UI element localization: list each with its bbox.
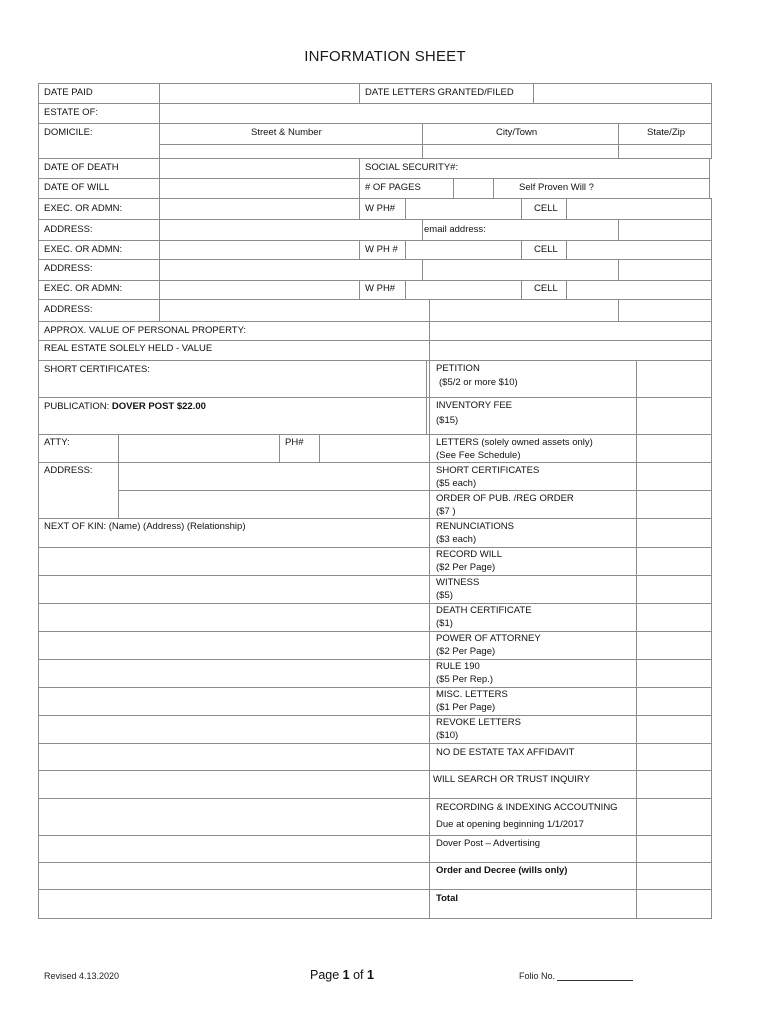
date-paid-label: DATE PAID (44, 87, 93, 98)
page-total: 1 (367, 968, 374, 982)
approx-value-label: APPROX. VALUE OF PERSONAL PROPERTY: (44, 325, 247, 336)
next-of-kin-row[interactable] (38, 889, 430, 919)
fee-row-total (429, 889, 637, 919)
fee-amount-petition[interactable] (636, 360, 712, 398)
rule-sub: ($5 Per Rep.) (436, 674, 494, 685)
wph3-field[interactable] (405, 280, 522, 300)
poa-sub: ($2 Per Page) (436, 646, 496, 657)
page-of: of (349, 968, 367, 982)
short-certs-fee-label: SHORT CERTIFICATES (436, 465, 540, 476)
real-estate-label: REAL ESTATE SOLELY HELD - VALUE (44, 343, 213, 354)
next-of-kin-row[interactable] (38, 835, 430, 863)
address3-extra[interactable] (618, 299, 712, 322)
wph1-field[interactable] (405, 198, 522, 220)
next-of-kin-row[interactable] (38, 715, 430, 744)
order-sub: ($7 ) (436, 506, 456, 517)
address2-city[interactable] (422, 259, 619, 281)
witness-label: WITNESS (436, 577, 480, 588)
ph-field[interactable] (319, 434, 430, 463)
page-number (310, 968, 374, 982)
fee-amount-inventory[interactable] (636, 397, 712, 435)
cell3-field[interactable] (566, 280, 712, 300)
address3-city[interactable] (429, 299, 619, 322)
total-label (436, 893, 458, 905)
short-certs-fee-sub: ($5 each) (436, 478, 477, 489)
petition-label: PETITION (436, 363, 480, 374)
date-letters-label: DATE LETTERS GRANTED/FILED (365, 87, 514, 98)
short-certs-label: SHORT CERTIFICATES: (44, 364, 150, 375)
address2-field[interactable] (159, 259, 423, 281)
next-of-kin-row[interactable] (38, 659, 430, 688)
fee-amount-poa[interactable] (636, 631, 712, 660)
address-atty-field-1[interactable] (118, 462, 430, 491)
fee-amount-witness[interactable] (636, 575, 712, 604)
address1-field[interactable] (159, 219, 423, 241)
exec1-field[interactable] (159, 198, 360, 220)
rule-label: RULE 190 (436, 661, 480, 672)
page-num: 1 (342, 968, 350, 982)
death-label: DEATH CERTIFICATE (436, 605, 532, 616)
misc-label: MISC. LETTERS (436, 689, 508, 700)
inventory-sub: ($15) (436, 415, 459, 426)
renun-label: RENUNCIATIONS (436, 521, 514, 532)
domicile-city-sub[interactable] (422, 144, 619, 159)
fee-amount-will-search[interactable] (636, 770, 712, 799)
renun-sub: ($3 each) (436, 534, 477, 545)
fee-amount-misc[interactable] (636, 687, 712, 716)
recording-label: RECORDING & INDEXING ACCOUTNING (436, 802, 618, 813)
wph2-field[interactable] (405, 240, 522, 260)
fee-amount-total[interactable] (636, 889, 712, 919)
wph3-label: W PH# (365, 283, 396, 294)
next-of-kin-row[interactable] (38, 798, 430, 836)
order-label: ORDER OF PUB. /REG ORDER (436, 493, 574, 504)
folio-label: Folio No. (519, 971, 556, 981)
street-label: Street & Number (251, 127, 322, 138)
cell1-label: CELL (534, 203, 558, 214)
fee-amount-letters[interactable] (636, 434, 712, 463)
node-label: NO DE ESTATE TAX AFFIDAVIT (436, 747, 575, 758)
state-label: State/Zip (647, 127, 686, 138)
next-of-kin-row[interactable] (38, 575, 430, 604)
self-proven-label: Self Proven Will ? (519, 182, 594, 193)
next-of-kin-row[interactable] (38, 770, 430, 799)
order-decree-text: Order and Decree (wills only) (436, 865, 568, 876)
page-prefix: Page (310, 968, 343, 982)
fee-amount-order[interactable] (636, 490, 712, 519)
fee-amount-rule[interactable] (636, 659, 712, 688)
record-label: RECORD WILL (436, 549, 502, 560)
fee-amount-death[interactable] (636, 603, 712, 632)
cell3-label: CELL (534, 283, 558, 294)
domicile-street-sub[interactable] (159, 144, 423, 159)
revoke-sub: ($10) (436, 730, 459, 741)
fee-amount-dover[interactable] (636, 835, 712, 863)
poa-label: POWER OF ATTORNEY (436, 633, 541, 644)
exec3-label: EXEC. OR ADMN: (44, 283, 123, 294)
letters-label: LETTERS (solely owned assets only) (436, 437, 593, 448)
wph2-label: W PH # (365, 244, 398, 255)
address1-label: ADDRESS: (44, 224, 93, 235)
cell2-field[interactable] (566, 240, 712, 260)
wph1-label: W PH# (365, 203, 396, 214)
date-paid-field[interactable] (159, 83, 360, 104)
date-letters-field[interactable] (533, 83, 712, 104)
death-sub: ($1) (436, 618, 453, 629)
email-label: email address: (424, 224, 486, 235)
domicile-label: DOMICILE: (44, 127, 93, 138)
date-of-death-field[interactable] (159, 158, 360, 179)
address2-label: ADDRESS: (44, 263, 93, 274)
address3-label: ADDRESS: (44, 304, 93, 315)
fee-amount-short[interactable] (636, 462, 712, 491)
fee-amount-node[interactable] (636, 743, 712, 771)
cell1-field[interactable] (566, 198, 712, 220)
fee-amount-order-decree[interactable] (636, 862, 712, 890)
city-label: City/Town (496, 127, 538, 138)
next-of-kin-row[interactable] (38, 631, 430, 660)
exec1-label: EXEC. OR ADMN: (44, 203, 123, 214)
misc-sub: ($1 Per Page) (436, 702, 496, 713)
ssn-label: SOCIAL SECURITY#: (365, 162, 459, 173)
address-atty-label: ADDRESS: (44, 465, 93, 476)
exec2-label: EXEC. OR ADMN: (44, 244, 123, 255)
date-of-will-label: DATE OF WILL (44, 182, 110, 193)
atty-label: ATTY: (44, 437, 70, 448)
date-of-death-label: DATE OF DEATH (44, 162, 119, 173)
cell2-label: CELL (534, 244, 558, 255)
publication-label (44, 401, 206, 413)
atty-field[interactable] (118, 434, 280, 463)
letters-sub: (See Fee Schedule) (436, 450, 521, 461)
record-sub: ($2 Per Page) (436, 562, 496, 573)
revised-date: Revised 4.13.2020 (44, 971, 120, 981)
approx-value-field[interactable] (429, 321, 712, 341)
fee-amount-record[interactable] (636, 547, 712, 576)
folio-line[interactable] (557, 971, 633, 981)
revoke-label: REVOKE LETTERS (436, 717, 521, 728)
order-decree-label (436, 865, 567, 877)
address3-field[interactable] (159, 299, 430, 322)
total-text: Total (436, 893, 458, 904)
folio-no (519, 971, 633, 981)
will-search-label: WILL SEARCH OR TRUST INQUIRY (433, 774, 590, 785)
estate-of-label: ESTATE OF: (44, 107, 99, 118)
next-of-kin-row[interactable] (38, 603, 430, 632)
fee-amount-recording[interactable] (636, 798, 712, 836)
address2-extra[interactable] (618, 259, 712, 281)
inventory-label: INVENTORY FEE (436, 400, 513, 411)
estate-of-field[interactable] (159, 103, 712, 124)
next-of-kin-row[interactable] (38, 687, 430, 716)
exec2-field[interactable] (159, 240, 360, 260)
date-of-will-field[interactable] (159, 178, 360, 199)
next-of-kin-label: NEXT OF KIN: (Name) (Address) (Relationship) (44, 521, 246, 532)
address1-extra[interactable] (618, 219, 712, 241)
address-atty-field-2[interactable] (118, 490, 430, 519)
num-pages-field[interactable] (453, 178, 494, 199)
next-of-kin-row[interactable] (38, 547, 430, 576)
ph-label: PH# (285, 437, 304, 448)
domicile-state-sub[interactable] (618, 144, 712, 159)
next-of-kin-row[interactable] (38, 862, 430, 890)
real-estate-field[interactable] (429, 340, 712, 361)
fee-amount-revoke[interactable] (636, 715, 712, 744)
page-title: INFORMATION SHEET (304, 48, 466, 65)
publication-prefix: PUBLICATION: (44, 401, 112, 412)
dover-label: Dover Post – Advertising (436, 838, 541, 849)
petition-sub: ($5/2 or more $10) (439, 377, 518, 388)
recording-sub: Due at opening beginning 1/1/2017 (436, 819, 584, 830)
witness-sub: ($5) (436, 590, 453, 601)
next-of-kin-row[interactable] (38, 743, 430, 771)
publication-bold: DOVER POST $22.00 (111, 401, 206, 412)
num-pages-label: # OF PAGES (365, 182, 421, 193)
fee-amount-renun[interactable] (636, 518, 712, 548)
exec3-field[interactable] (159, 280, 360, 300)
